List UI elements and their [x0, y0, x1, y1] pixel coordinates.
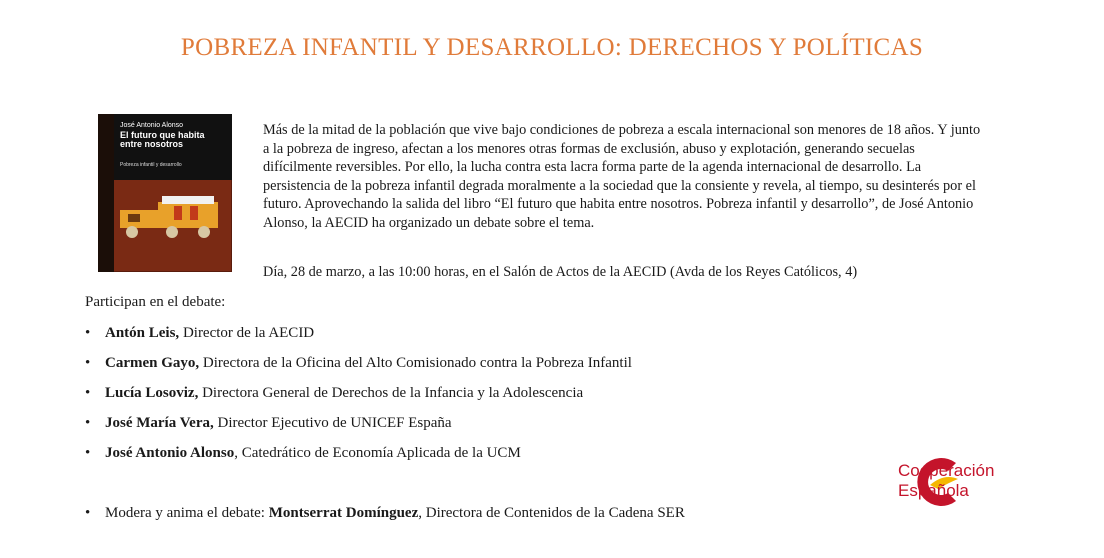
participant-name: Carmen Gayo, [105, 355, 200, 371]
participant-name: José Antonio Alonso [105, 445, 235, 461]
book-subtitle: Pobreza infantil y desarrollo [120, 162, 182, 168]
participant-role: Directora General de Derechos de la Infancia y la Adolescencia [198, 385, 584, 401]
book-cover-image [98, 114, 232, 272]
logo-line2: Española [898, 481, 969, 500]
list-item [85, 382, 632, 412]
event-date: Día, 28 de marzo, a las 10:00 horas, en el Salón de Actos de la AECID (Avda de los Reyes Católicos, 4) [263, 264, 858, 280]
participant-name: Lucía Losoviz, [105, 385, 199, 401]
moderator-name: Montserrat Domínguez [268, 505, 419, 521]
moderator-line [85, 505, 685, 522]
participant-role: Directora de la Oficina del Alto Comisionado contra la Pobreza Infantil [199, 355, 632, 371]
moderator-role: , Directora de Contenidos de la Cadena SER [418, 505, 685, 521]
participant-name: Antón Leis, [105, 325, 180, 341]
book-author: José Antonio Alonso [120, 122, 184, 129]
participant-name: José María Vera, [105, 415, 214, 431]
page-title: POBREZA INFANTIL Y DESARROLLO: DERECHOS Y POLÍTICAS [180, 34, 924, 61]
list-item [85, 352, 632, 382]
participant-role: , Catedrático de Economía Aplicada de la UCM [234, 445, 521, 461]
participants-intro: Participan en el debate: [85, 294, 226, 310]
toy-truck-icon [114, 188, 230, 248]
book-title: El futuro que habita entre nosotros [120, 130, 205, 149]
participant-role: Director de la AECID [179, 325, 315, 341]
list-item [85, 442, 632, 472]
description-paragraph: Más de la mitad de la población que vive bajo condiciones de pobreza a escala internacional son menores de 18 años. Y junto a la pobreza de ingreso, afectan a los menores otras formas de exclusión, abuso y explotación, generando secuelas difícilmente reversibles. Por ello, la lucha contra esta lacra forma parte de la agenda internacional de desarrollo. La persistencia de la pobreza infantil degrada moralmente a la sociedad que la consiente y revela, al tiempo, su desinterés por el futuro. Aprovechando la salida del libro “El futuro que habita entre nosotros. Pobreza infantil y desarrollo”, de José Antonio Alonso, la AECID ha organizado un debate sobre el tema. [263, 122, 981, 231]
list-item [85, 322, 632, 352]
logo-text [898, 461, 994, 501]
list-item [85, 412, 632, 442]
logo-line1: Cooperación [898, 461, 995, 480]
moderator-prefix: Modera y anima el debate: [105, 505, 269, 521]
participants-list [85, 322, 632, 472]
participant-role: Director Ejecutivo de UNICEF España [213, 415, 452, 431]
